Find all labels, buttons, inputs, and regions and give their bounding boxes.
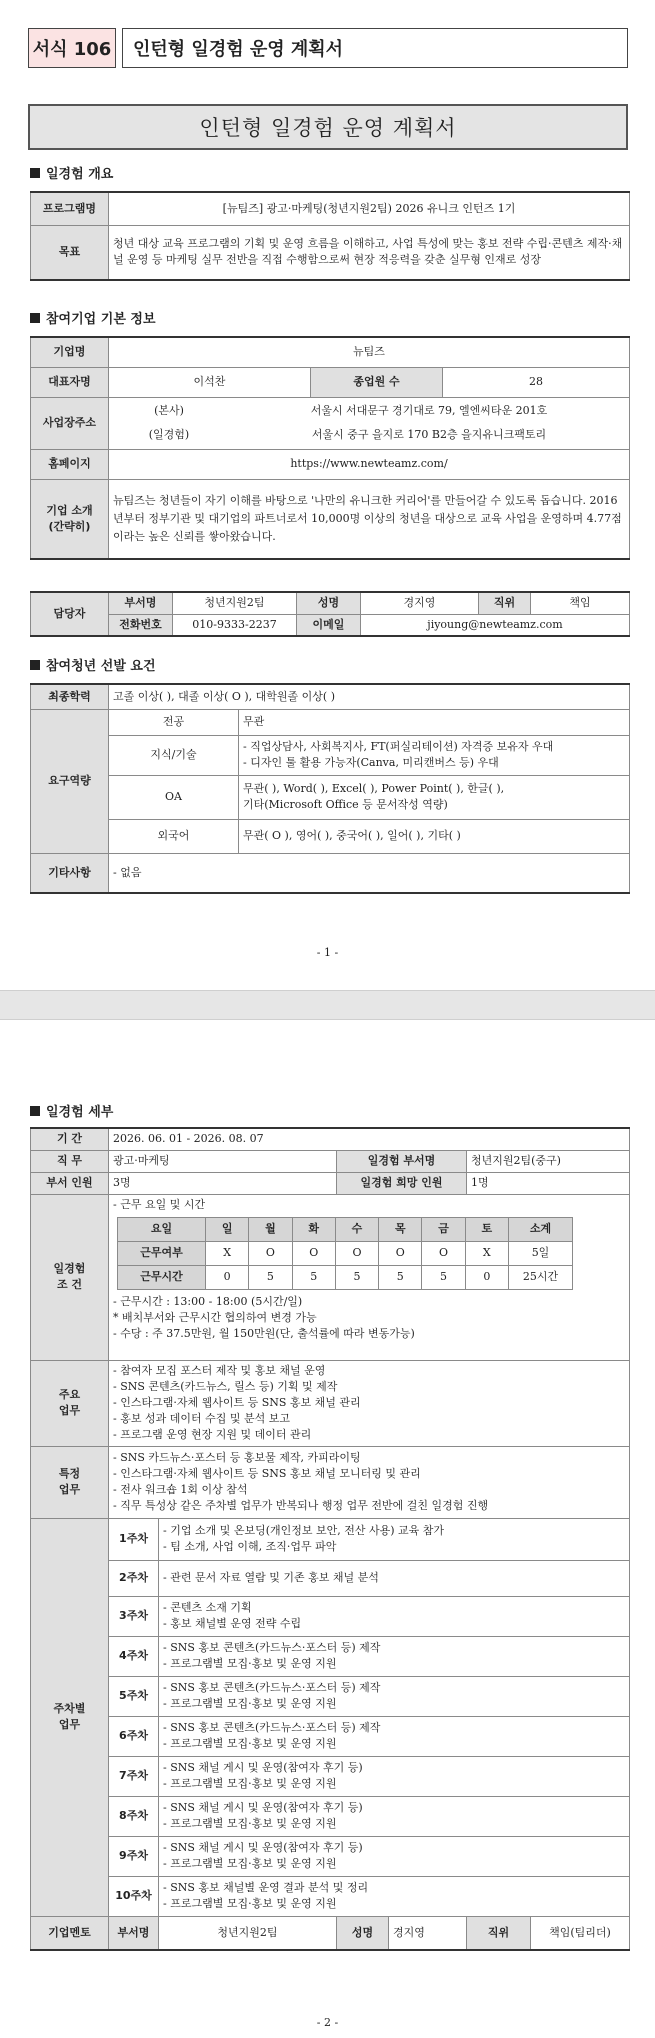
week-label: 7주차 bbox=[109, 1756, 159, 1796]
square-bullet-icon bbox=[30, 168, 40, 178]
form-header bbox=[28, 28, 628, 68]
page-number: - 2 - bbox=[316, 2016, 339, 2029]
company-table bbox=[30, 336, 630, 560]
cond-label: 일경험 조 건 bbox=[31, 1194, 109, 1360]
hope-label: 일경험 희망 인원 bbox=[337, 1172, 467, 1194]
square-bullet-icon bbox=[30, 313, 40, 323]
list-item: - 프로그램 운영 현장 지원 및 데이터 관리 bbox=[113, 1428, 312, 1441]
intro-label: 기업 소개 (간략히) bbox=[31, 479, 109, 559]
schedule-table bbox=[117, 1217, 573, 1290]
homepage-link[interactable]: https://www.newteamz.com/ bbox=[109, 449, 630, 479]
cond-note: - 근무시간 : 13:00 - 18:00 (5시간/일) bbox=[113, 1294, 303, 1308]
oa-value: 무관( ), Word( ), Excel( ), Power Point( ), 한글( ), 기타(Microsoft Office 등 문서작성 역량) bbox=[239, 775, 630, 819]
work-address: 서울시 중구 을지로 170 B2층 을지유니크팩토리 bbox=[311, 428, 547, 441]
manager-table bbox=[30, 591, 630, 637]
section-heading-requirements: 참여청년 선발 요건 bbox=[30, 655, 156, 674]
work-label: (일경험) bbox=[148, 428, 190, 441]
hope-value: 1명 bbox=[467, 1172, 630, 1194]
week-label: 1주차 bbox=[109, 1518, 159, 1560]
company-value: 뉴팀즈 bbox=[109, 337, 630, 367]
schedule-cell: 5 bbox=[379, 1265, 422, 1289]
main-tasks-label: 주요 업무 bbox=[31, 1360, 109, 1446]
week-label: 8주차 bbox=[109, 1796, 159, 1836]
mentor-dept-value: 청년지원2팀 bbox=[159, 1916, 337, 1950]
schedule-cell: 5 bbox=[292, 1265, 335, 1289]
etc-label: 기타사항 bbox=[31, 853, 109, 893]
schedule-cell: O bbox=[335, 1241, 378, 1265]
main-tasks bbox=[109, 1360, 630, 1446]
week-tasks: - 관련 문서 자료 열람 및 기존 홍보 채널 분석 bbox=[159, 1560, 630, 1596]
document-title: 인턴형 일경험 운영 계획서 bbox=[28, 104, 628, 150]
email-value[interactable]: jiyoung@newteamz.com bbox=[361, 614, 630, 636]
staff-label: 부서 인원 bbox=[31, 1172, 109, 1194]
week-tasks: - SNS 채널 게시 및 운영(참여자 후기 등) - 프로그램별 모집·홍보 및 운영 지원 bbox=[159, 1756, 630, 1796]
major-label: 전공 bbox=[109, 709, 239, 735]
ceo-label: 대표자명 bbox=[31, 367, 109, 397]
week-label: 10주차 bbox=[109, 1876, 159, 1916]
program-label: 프로그램명 bbox=[31, 192, 109, 225]
edu-value: 고졸 이상( ), 대졸 이상( O ), 대학원졸 이상( ) bbox=[109, 684, 630, 709]
employees-label: 종업원 수 bbox=[311, 367, 443, 397]
schedule-cell: 25시간 bbox=[509, 1265, 573, 1289]
hq-label: (본사) bbox=[154, 404, 184, 417]
week-label: 2주차 bbox=[109, 1560, 159, 1596]
schedule-cell: O bbox=[249, 1241, 292, 1265]
week-label: 6주차 bbox=[109, 1716, 159, 1756]
schedule-cell: 0 bbox=[206, 1265, 249, 1289]
form-number: 서식 106 bbox=[28, 28, 116, 68]
dept-value: 청년지원2팀(중구) bbox=[467, 1150, 630, 1172]
edu-label: 최종학력 bbox=[31, 684, 109, 709]
lang-label: 외국어 bbox=[109, 819, 239, 853]
weekly-label: 주차별 업무 bbox=[31, 1518, 109, 1916]
address-value bbox=[109, 397, 630, 449]
mentor-position-value: 책임(팀리더) bbox=[531, 1916, 630, 1950]
mentor-dept-label: 부서명 bbox=[109, 1916, 159, 1950]
overview-table bbox=[30, 191, 630, 281]
schedule-cell: 5 bbox=[335, 1265, 378, 1289]
hq-address: 서울시 서대문구 경기대로 79, 엘엔씨타운 201호 bbox=[310, 404, 548, 417]
list-item: - 인스타그램·자체 웹사이트 등 SNS 홍보 채널 관리 bbox=[113, 1396, 361, 1409]
square-bullet-icon bbox=[30, 660, 40, 670]
cond-value bbox=[109, 1194, 630, 1360]
address-label: 사업장주소 bbox=[31, 397, 109, 449]
schedule-cell: O bbox=[292, 1241, 335, 1265]
req-label: 요구역량 bbox=[31, 709, 109, 853]
homepage-label: 홈페이지 bbox=[31, 449, 109, 479]
etc-value: - 없음 bbox=[109, 853, 630, 893]
page-2 bbox=[0, 1020, 655, 2038]
schedule-cell: X bbox=[465, 1241, 508, 1265]
list-item: - 인스타그램·자체 웹사이트 등 SNS 홍보 채널 모니터링 및 관리 bbox=[113, 1467, 421, 1480]
name-value: 경지영 bbox=[361, 592, 479, 614]
skill-label: 지식/기술 bbox=[109, 735, 239, 775]
staff-value: 3명 bbox=[109, 1172, 337, 1194]
week-label: 5주차 bbox=[109, 1676, 159, 1716]
list-item: - 직무 특성상 같은 주차별 업무가 반복되나 행정 업무 전반에 걸친 일경험 진행 bbox=[113, 1499, 489, 1512]
manager-label: 담당자 bbox=[31, 592, 109, 636]
mentor-name-label: 성명 bbox=[337, 1916, 389, 1950]
page-1 bbox=[0, 0, 655, 990]
company-label: 기업명 bbox=[31, 337, 109, 367]
page-number: - 1 - bbox=[316, 946, 339, 959]
cond-note: - 수당 : 주 37.5만원, 월 150만원(단, 출석률에 따라 변동가능) bbox=[113, 1326, 415, 1340]
schedule-header: 목 bbox=[379, 1217, 422, 1241]
job-label: 직 무 bbox=[31, 1150, 109, 1172]
schedule-header: 요일 bbox=[118, 1217, 206, 1241]
cond-title: - 근무 요일 및 시간 bbox=[113, 1197, 206, 1211]
week-tasks: - SNS 채널 게시 및 운영(참여자 후기 등) - 프로그램별 모집·홍보 및 운영 지원 bbox=[159, 1836, 630, 1876]
week-tasks: - SNS 홍보 채널별 운영 결과 분석 및 정리 - 프로그램별 모집·홍보 및 운영 지원 bbox=[159, 1876, 630, 1916]
mentor-label: 기업멘토 bbox=[31, 1916, 109, 1950]
major-value: 무관 bbox=[239, 709, 630, 735]
phone-value: 010-9333-2237 bbox=[173, 614, 297, 636]
goal-value: 청년 대상 교육 프로그램의 기획 및 운영 흐름을 이해하고, 사업 특성에 맞는 홍보 전략 수립·콘텐츠 제작·채널 운영 등 마케팅 실무 전반을 직접 수행함으로써 현장 적응력을 갖춘 실무형 인재로 성장 bbox=[109, 225, 630, 280]
oa-label: OA bbox=[109, 775, 239, 819]
job-value: 광고·마케팅 bbox=[109, 1150, 337, 1172]
schedule-cell: 0 bbox=[465, 1265, 508, 1289]
week-tasks: - SNS 채널 게시 및 운영(참여자 후기 등) - 프로그램별 모집·홍보 및 운영 지원 bbox=[159, 1796, 630, 1836]
mentor-position-label: 직위 bbox=[467, 1916, 531, 1950]
dept-value: 청년지원2팀 bbox=[173, 592, 297, 614]
ceo-value: 이석찬 bbox=[109, 367, 311, 397]
schedule-header: 월 bbox=[249, 1217, 292, 1241]
mentor-name-value: 경지영 bbox=[389, 1916, 467, 1950]
list-item: - 전사 워크숍 1회 이상 참석 bbox=[113, 1483, 248, 1496]
section-heading-company: 참여기업 기본 정보 bbox=[30, 308, 156, 327]
page-separator bbox=[0, 990, 655, 1020]
position-label: 직위 bbox=[479, 592, 531, 614]
period-value: 2026. 06. 01 - 2026. 08. 07 bbox=[109, 1128, 630, 1150]
special-tasks-label: 특정 업무 bbox=[31, 1446, 109, 1518]
list-item: - SNS 콘텐츠(카드뉴스, 릴스 등) 기획 및 제작 bbox=[113, 1380, 338, 1393]
phone-label: 전화번호 bbox=[109, 614, 173, 636]
week-label: 9주차 bbox=[109, 1836, 159, 1876]
week-tasks: - SNS 홍보 콘텐츠(카드뉴스·포스터 등) 제작 - 프로그램별 모집·홍보 및 운영 지원 bbox=[159, 1716, 630, 1756]
details-table bbox=[30, 1127, 630, 1951]
schedule-header: 수 bbox=[335, 1217, 378, 1241]
schedule-cell: O bbox=[379, 1241, 422, 1265]
name-label: 성명 bbox=[297, 592, 361, 614]
schedule-cell: 5일 bbox=[509, 1241, 573, 1265]
list-item: - 참여자 모집 포스터 제작 및 홍보 채널 운영 bbox=[113, 1364, 326, 1377]
cond-note: * 배치부서와 근무시간 협의하여 변경 가능 bbox=[113, 1310, 317, 1324]
lang-value: 무관( O ), 영어( ), 중국어( ), 일어( ), 기타( ) bbox=[239, 819, 630, 853]
schedule-cell: 5 bbox=[422, 1265, 465, 1289]
schedule-header: 소계 bbox=[509, 1217, 573, 1241]
list-item: - SNS 카드뉴스·포스터 등 홍보물 제작, 카피라이팅 bbox=[113, 1451, 361, 1464]
requirements-table bbox=[30, 683, 630, 894]
week-label: 3주차 bbox=[109, 1596, 159, 1636]
week-tasks: - 기업 소개 및 온보딩(개인정보 보안, 전산 사용) 교육 참가 - 팀 소개, 사업 이해, 조직·업무 파악 bbox=[159, 1518, 630, 1560]
email-label: 이메일 bbox=[297, 614, 361, 636]
dept-label: 일경험 부서명 bbox=[337, 1150, 467, 1172]
schedule-row-label: 근무시간 bbox=[118, 1265, 206, 1289]
schedule-header: 토 bbox=[465, 1217, 508, 1241]
week-tasks: - 콘텐츠 소재 기획 - 홍보 채널별 운영 전략 수립 bbox=[159, 1596, 630, 1636]
schedule-header: 금 bbox=[422, 1217, 465, 1241]
position-value: 책임 bbox=[531, 592, 630, 614]
square-bullet-icon bbox=[30, 1106, 40, 1116]
form-name: 인턴형 일경험 운영 계획서 bbox=[122, 28, 628, 68]
dept-label: 부서명 bbox=[109, 592, 173, 614]
schedule-row-label: 근무여부 bbox=[118, 1241, 206, 1265]
schedule-cell: X bbox=[206, 1241, 249, 1265]
schedule-header: 일 bbox=[206, 1217, 249, 1241]
goal-label: 목표 bbox=[31, 225, 109, 280]
special-tasks bbox=[109, 1446, 630, 1518]
section-heading-overview: 일경험 개요 bbox=[30, 163, 113, 182]
skill-value: - 직업상담사, 사회복지사, FT(퍼실리테이션) 자격증 보유자 우대 - 디자인 툴 활용 가능자(Canva, 미리캔버스 등) 우대 bbox=[239, 735, 630, 775]
schedule-cell: 5 bbox=[249, 1265, 292, 1289]
schedule-cell: O bbox=[422, 1241, 465, 1265]
week-tasks: - SNS 홍보 콘텐츠(카드뉴스·포스터 등) 제작 - 프로그램별 모집·홍보 및 운영 지원 bbox=[159, 1676, 630, 1716]
intro-value: 뉴팀즈는 청년들이 자기 이해를 바탕으로 '나만의 유니크한 커리어'를 만들어갈 수 있도록 돕습니다. 2016년부터 정부기관 및 대기업의 파트너로서 10,000명 이상의 청년을 대상으로 교육 사업을 운영하며 4.77점이라는 높은 신뢰를 쌓아왔습니다. bbox=[109, 479, 630, 559]
week-label: 4주차 bbox=[109, 1636, 159, 1676]
employees-value: 28 bbox=[443, 367, 630, 397]
program-value: [뉴팀즈] 광고·마케팅(청년지원2팀) 2026 유니크 인턴즈 1기 bbox=[109, 192, 630, 225]
list-item: - 홍보 성과 데이터 수집 및 분석 보고 bbox=[113, 1412, 290, 1425]
period-label: 기 간 bbox=[31, 1128, 109, 1150]
section-heading-details: 일경험 세부 bbox=[30, 1101, 113, 1120]
week-tasks: - SNS 홍보 콘텐츠(카드뉴스·포스터 등) 제작 - 프로그램별 모집·홍보 및 운영 지원 bbox=[159, 1636, 630, 1676]
schedule-header: 화 bbox=[292, 1217, 335, 1241]
